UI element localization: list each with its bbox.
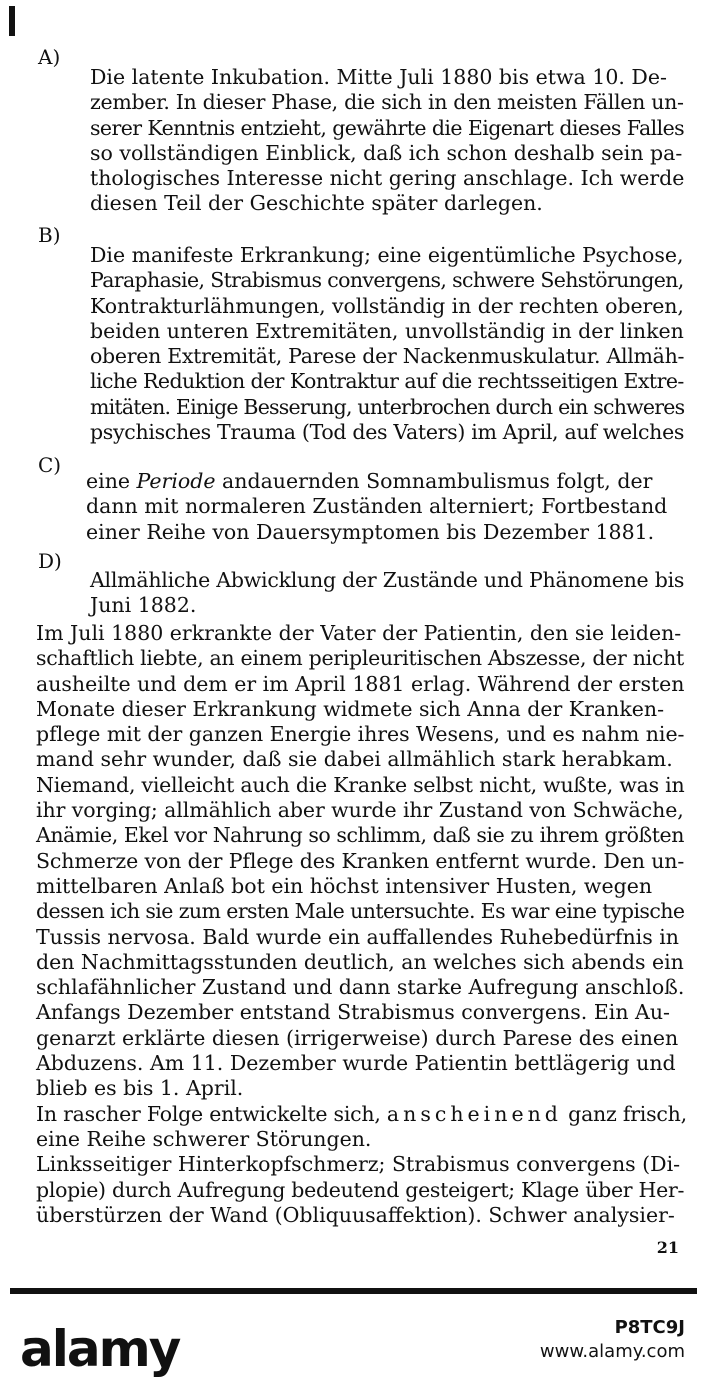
text-line: zember. In dieser Phase, die sich in den meisten Fällen un- (90, 90, 684, 115)
text-line: Paraphasie, Strabismus convergens, schwere Sehstörungen, (90, 268, 684, 293)
text-line: plopie) durch Aufregung bedeutend gesteigert; Klage über Her- (36, 1177, 685, 1202)
emphasized-word: anscheinend (386, 1101, 562, 1126)
text-line: Juni 1882. (90, 593, 197, 618)
watermark-url: www.alamy.com (539, 1341, 685, 1362)
watermark-id-block (540, 1316, 685, 1364)
text-line: mitäten. Einige Besserung, unterbrochen durch ein schweres (90, 394, 685, 419)
text-line: serer Kenntnis entzieht, gewährte die Eigenart dieses Falles (90, 115, 685, 140)
text-line: eine Reihe schwerer Störungen. (36, 1126, 372, 1151)
text-line: Kontrakturlähmungen, vollständig in der rechten oberen, (90, 293, 684, 318)
text-line: Tussis nervosa. Bald wurde ein auffallendes Ruhebedürfnis in (36, 924, 679, 949)
text-line: liche Reduktion der Kontraktur auf die rechtsseitigen Extre- (90, 369, 684, 394)
section-a-text (90, 65, 684, 217)
text-line: mittelbaren Anlaß bot ein höchst intensiver Husten, wegen (36, 873, 653, 898)
text-line: genarzt erklärte diesen (irrigerweise) durch Parese des einen (36, 1025, 679, 1050)
text-line: Schmerze von der Pflege des Kranken entfernt wurde. Den un- (36, 848, 685, 873)
text-line: blieb es bis 1. April. (36, 1076, 244, 1101)
watermark-image-id: P8TC9J (614, 1317, 685, 1338)
text-line: thologisches Interesse nicht gering anschlage. Ich werde (90, 166, 685, 191)
text-line: dessen ich sie zum ersten Male untersuchte. Es war eine typische (36, 899, 685, 924)
text-line: Im Juli 1880 erkrankte der Vater der Patientin, den sie leiden- (36, 621, 682, 645)
text-line: ihr vorging; allmählich aber wurde ihr Zustand von Schwäche, (36, 798, 684, 823)
text-line: Abduzens. Am 11. Dezember wurde Patientin bettlägerig und (36, 1051, 676, 1076)
text-line: eine Periode andauernden Somnambulismus folgt, der (86, 469, 653, 493)
section-label-b: B) (38, 223, 61, 247)
text-line: Allmähliche Abwicklung der Zustände und Phänomene bis (90, 568, 685, 592)
body-paragraph (36, 621, 687, 1228)
watermark-logo: alamy (20, 1320, 180, 1378)
text-line: beiden unteren Extremitäten, unvollständig in der linken (90, 318, 684, 343)
section-label-a: A) (38, 45, 61, 69)
section-d-text (90, 568, 684, 619)
text-line: überstürzen der Wand (Obliquusaffektion). Schwer analysier- (36, 1202, 675, 1227)
text-line: In rascher Folge entwickelte sich, anscheinend ganz frisch, (36, 1101, 687, 1126)
section-b-text (90, 243, 684, 445)
text-line: Monate dieser Erkrankung widmete sich Anna der Kranken- (36, 696, 665, 721)
text-line: den Nachmittagsstunden deutlich, an welches sich abends ein (36, 949, 684, 974)
text-line: schlafähnlicher Zustand und dann starke Aufregung anschloß. (36, 975, 685, 1000)
text-line: oberen Extremität, Parese der Nackenmuskulatur. Allmäh- (90, 344, 685, 369)
page-number: 21 (656, 1238, 679, 1257)
text-line: dann mit normaleren Zuständen alterniert; Fortbestand (86, 494, 668, 519)
text-line: schaftlich liebte, an einem peripleuritischen Abszesse, der nicht (36, 646, 684, 671)
text-line: pflege mit der ganzen Energie ihres Wesens, und es nahm nie- (36, 722, 685, 747)
corner-mark (9, 6, 15, 36)
text-line: so vollständigen Einblick, daß ich schon deshalb sein pa- (90, 140, 683, 165)
text-line: mand sehr wunder, daß sie dabei allmählich stark herabkam. (36, 747, 673, 772)
text-line: einer Reihe von Dauersymptomen bis Dezember 1881. (86, 519, 655, 544)
text-line: Anfangs Dezember entstand Strabismus convergens. Ein Au- (36, 1000, 670, 1025)
italic-word: Periode (136, 469, 216, 493)
section-label-c: C) (38, 453, 62, 477)
page-bottom-rule (10, 1288, 697, 1294)
text-line: Die manifeste Erkrankung; eine eigentümliche Psychose, (90, 243, 684, 267)
text-line: Niemand, vielleicht auch die Kranke selbst nicht, wußte, was in (36, 772, 685, 797)
text-line: ausheilte und dem er im April 1881 erlag. Während der ersten (36, 671, 685, 696)
section-label-d: D) (38, 549, 62, 573)
text-line: Linksseitiger Hinterkopfschmerz; Strabismus convergens (Di- (36, 1152, 681, 1177)
text-line: diesen Teil der Geschichte später darlegen. (90, 191, 543, 216)
text-line: psychisches Trauma (Tod des Vaters) im April, auf welches (90, 420, 685, 445)
text-line: Die latente Inkubation. Mitte Juli 1880 bis etwa 10. De- (90, 65, 667, 89)
text-line: Anämie, Ekel vor Nahrung so schlimm, daß sie zu ihrem größten (36, 823, 684, 848)
section-c-text (86, 469, 684, 545)
